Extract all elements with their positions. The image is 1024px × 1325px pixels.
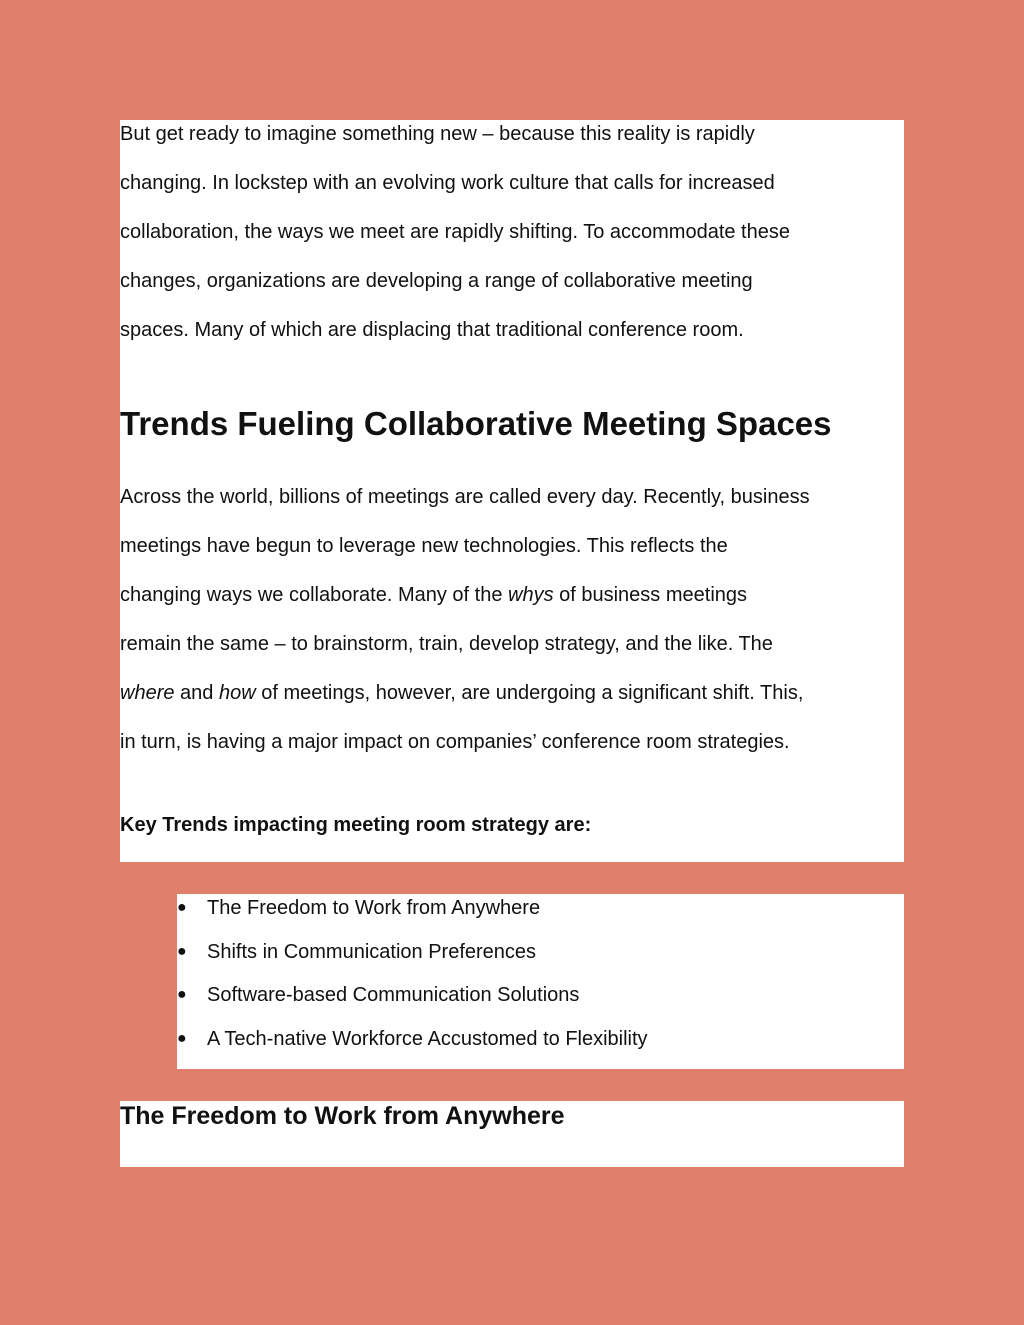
bullet-icon: ● [177, 1029, 187, 1047]
text-run: of meetings, however, are undergoing a significant shift. This, [255, 682, 804, 704]
intro-paragraph [120, 110, 904, 355]
list-item [177, 1025, 904, 1069]
trends-line: remain the same – to brainstorm, train, develop strategy, and the like. The [120, 633, 773, 655]
list-item [177, 894, 904, 938]
intro-line: collaboration, the ways we meet are rapidly shifting. To accommodate these [120, 221, 790, 243]
bullet-icon: ● [177, 986, 187, 1003]
list-item-text: Software-based Communication Solutions [207, 984, 580, 1006]
trends-line [120, 669, 904, 718]
italic-whys: whys [508, 584, 554, 606]
intro-line: spaces. Many of which are displacing that traditional conference room. [120, 319, 744, 341]
content-block-freedom [120, 1101, 904, 1167]
key-trends-label: Key Trends impacting meeting room strategy are: [120, 814, 592, 836]
trends-line: meetings have begun to leverage new technologies. This reflects the [120, 535, 728, 557]
list-item-text: A Tech-native Workforce Accustomed to Flexibility [207, 1027, 648, 1050]
section-heading-freedom: The Freedom to Work from Anywhere [120, 1102, 565, 1130]
list-item-text: The Freedom to Work from Anywhere [207, 897, 541, 919]
text-run: and [174, 682, 219, 704]
italic-where: where [120, 682, 175, 704]
text-run: of business meetings [553, 584, 748, 606]
italic-how: how [218, 682, 256, 704]
intro-line: But get ready to imagine something new – because this reality is rapidly [120, 123, 755, 145]
text-run: changing ways we collaborate. Many of the [120, 584, 508, 606]
section-heading-trends: Trends Fueling Collaborative Meeting Spaces [120, 405, 832, 442]
content-block-list [177, 894, 904, 1069]
trends-line [120, 571, 904, 620]
list-item [177, 981, 904, 1025]
content-block-intro [120, 120, 904, 862]
list-item [177, 938, 904, 982]
list-item-text: Shifts in Communication Preferences [207, 940, 537, 963]
bullet-icon: ● [177, 899, 187, 916]
trends-line: Across the world, billions of meetings are called every day. Recently, business [120, 486, 810, 508]
bullet-icon: ● [177, 942, 187, 960]
intro-line: changes, organizations are developing a range of collaborative meeting [120, 270, 753, 292]
trends-paragraph [120, 473, 904, 767]
trend-list [177, 894, 904, 1068]
trends-line: in turn, is having a major impact on companies’ conference room strategies. [120, 731, 790, 753]
intro-line: changing. In lockstep with an evolving work culture that calls for increased [120, 172, 775, 194]
